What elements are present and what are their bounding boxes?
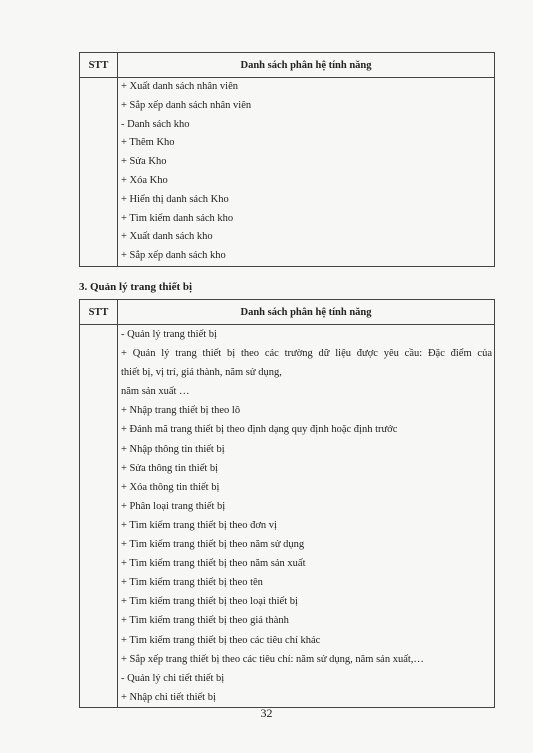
feature-table-equipment xyxy=(79,299,495,708)
features-column-header: Danh sách phân hệ tính năng xyxy=(118,53,495,78)
feature-line: + Tìm kiếm trang thiết bị theo các tiêu chí khác xyxy=(121,634,321,646)
feature-table-continued xyxy=(79,52,495,267)
feature-line: + Xóa thông tin thiết bị xyxy=(121,481,220,493)
page-number: 32 xyxy=(260,706,273,720)
stt-column-header: STT xyxy=(80,53,118,78)
feature-line: + Xuất danh sách nhân viên xyxy=(121,81,239,92)
table-row xyxy=(80,325,495,708)
feature-line: + Xuất danh sách kho xyxy=(121,231,213,243)
feature-line: + Phân loại trang thiết bị xyxy=(121,500,226,512)
feature-line: + Tìm kiếm trang thiết bị theo đơn vị xyxy=(121,519,277,531)
feature-line: - Danh sách kho xyxy=(121,118,190,130)
feature-line: thiết bị, vị trí, giá thành, năm sử dụng, xyxy=(121,367,282,379)
feature-line: + Thêm Kho xyxy=(121,137,175,149)
feature-line: năm sản xuất … xyxy=(121,386,190,398)
feature-line: - Quản lý chi tiết thiết bị xyxy=(121,672,225,684)
feature-line: + Sắp xếp trang thiết bị theo các tiêu chí: năm sử dụng, năm sản xuất,… xyxy=(121,653,424,665)
feature-line: + Tìm kiếm trang thiết bị theo năm sản xuất xyxy=(121,558,306,570)
features-cell xyxy=(118,325,495,708)
table-row xyxy=(80,78,495,267)
feature-line: + Quản lý trang thiết bị theo các trường dữ liệu được yêu cầu: Đặc điểm của xyxy=(121,348,492,360)
feature-line: - Quản lý trang thiết bị xyxy=(121,329,217,340)
table-header-row xyxy=(80,53,495,78)
feature-line: + Sắp xếp danh sách nhân viên xyxy=(121,99,252,111)
feature-line: + Xóa Kho xyxy=(121,174,168,186)
feature-line: + Sửa thông tin thiết bị xyxy=(121,462,219,474)
stt-cell xyxy=(80,325,118,708)
feature-line: + Sắp xếp danh sách kho xyxy=(121,250,226,262)
table-header-row xyxy=(80,300,495,325)
feature-line: + Hiển thị danh sách Kho xyxy=(121,193,229,205)
stt-cell xyxy=(80,78,118,267)
feature-line: + Nhập trang thiết bị theo lô xyxy=(121,405,241,417)
feature-line: + Tìm kiếm danh sách kho xyxy=(121,212,234,224)
feature-line: + Tìm kiếm trang thiết bị theo tên xyxy=(121,577,263,589)
stt-column-header: STT xyxy=(80,300,118,325)
feature-line: + Nhập chi tiết thiết bị xyxy=(121,691,216,703)
features-column-header: Danh sách phân hệ tính năng xyxy=(118,300,495,325)
feature-line: + Đánh mã trang thiết bị theo định dạng quy định hoặc định trước xyxy=(121,424,398,436)
feature-line: + Tìm kiếm trang thiết bị theo giá thành xyxy=(121,615,289,627)
features-cell xyxy=(118,78,495,267)
feature-line: + Tìm kiếm trang thiết bị theo năm sử dụng xyxy=(121,539,305,551)
section-heading: 3. Quản lý trang thiết bị xyxy=(79,281,193,293)
feature-line: + Nhập thông tin thiết bị xyxy=(121,443,225,455)
feature-line: + Tìm kiếm trang thiết bị theo loại thiết bị xyxy=(121,596,298,608)
feature-line: + Sửa Kho xyxy=(121,156,167,168)
